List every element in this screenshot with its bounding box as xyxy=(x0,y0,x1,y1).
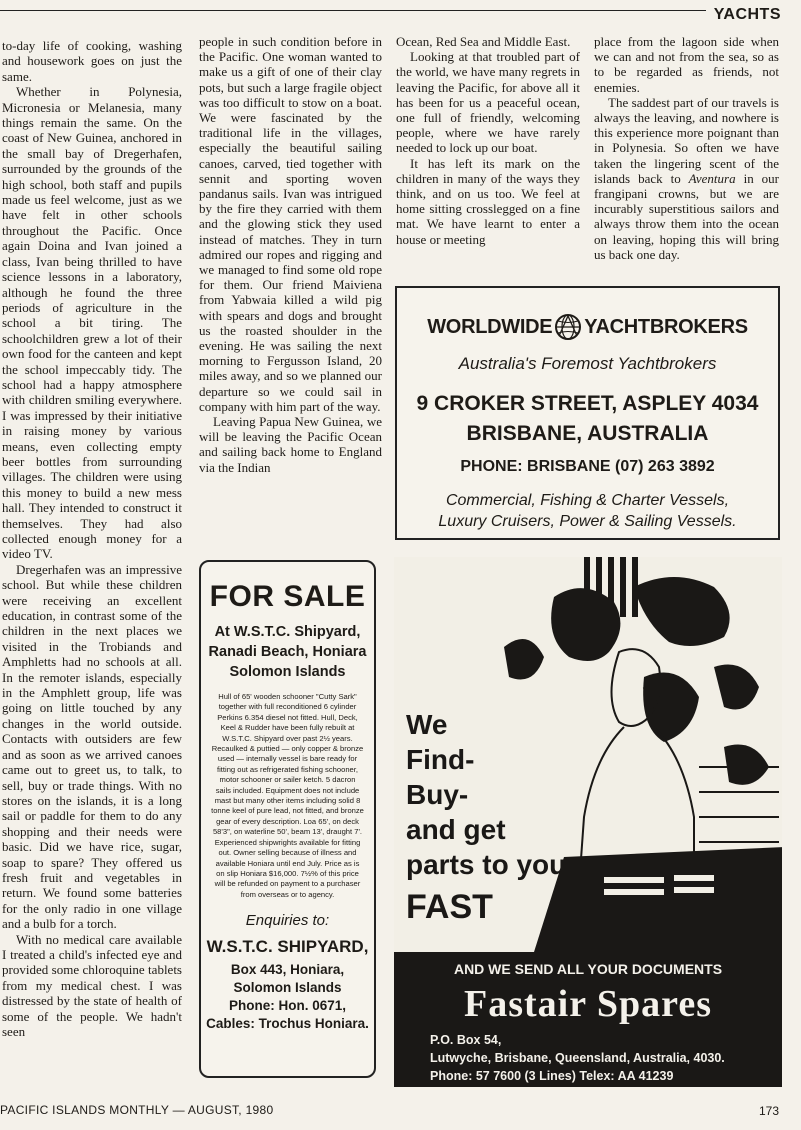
worldwide-yachtbrokers-ad xyxy=(395,286,780,540)
fastair-contact-line: P.O. Box 54, xyxy=(430,1033,502,1047)
article-paragraph: people in such condition before in the Pacific. One woman wanted to make us a gift of one of their clay pots, but such a large fragile object was too difficult to stow on a boat. We were fascinated by the traditional life in the villages, especially the beautiful sailing canoes, carved, tied together with sennit and sporting woven pandanus sails. Ivan was intrigued by the fire they carried with them and the glowing stick they used instead of matches. They in turn admired our ropes and rigging and we managed to find some old rope for them. Our friend Maiviena from Yabwaia killed a wild pig with spears and dogs and brought us the roasted shoulder in the evening. He was sailing the next morning to Fergusson Island, 20 miles away, and so we planned our departure so we could sail in company with him part of the way. xyxy=(199,34,382,414)
article-column-1 xyxy=(2,38,182,1039)
for-sale-contact-line: Solomon Islands xyxy=(233,980,342,996)
headline-line: Find- xyxy=(406,744,475,775)
header-rule xyxy=(0,10,706,11)
for-sale-contact-line: Box 443, Honiara, xyxy=(230,962,345,978)
for-sale-location xyxy=(201,622,374,682)
fastair-contact-line: Phone: 57 7600 (3 Lines) Telex: AA 41239 xyxy=(430,1069,674,1083)
fastair-contact xyxy=(430,1031,725,1085)
headline-line: parts to you xyxy=(406,849,567,880)
for-sale-location-line: Ranadi Beach, Honiara xyxy=(208,644,367,660)
for-sale-contact-line: Cables: Trochus Honiara. xyxy=(206,1016,369,1032)
for-sale-ad xyxy=(199,560,376,1078)
for-sale-location-line: Solomon Islands xyxy=(229,664,346,680)
fastair-contact-line: Lutwyche, Brisbane, Queensland, Australia, 4030. xyxy=(430,1051,725,1065)
article-column-3 xyxy=(396,34,580,247)
section-heading: YACHTS xyxy=(713,6,781,23)
article-paragraph: to-day life of cooking, washing and housework goes on just the same. xyxy=(2,38,182,84)
paragraph-text: in our frangipani crowns, but we are incurably superstitious sailors and always throw them into the ocean on leaving, hoping this will bring us back one day. xyxy=(594,170,779,262)
for-sale-location-line: At W.S.T.C. Shipyard, xyxy=(214,624,361,640)
article-column-2 xyxy=(199,34,382,475)
article-paragraph: Ocean, Red Sea and Middle East. xyxy=(396,34,571,49)
headline-line: FAST xyxy=(406,888,493,926)
for-sale-title: FOR SALE xyxy=(209,580,366,613)
headline-line: Buy- xyxy=(406,779,469,810)
article-paragraph: It has left its mark on the children in many of the ways they think, and on us too. We feel at home sitting crosslegged on a fine mat. We have learnt to enter a house or meeting xyxy=(396,155,580,247)
globe-icon xyxy=(553,312,583,342)
ad-services xyxy=(397,490,778,532)
article-column-4 xyxy=(594,34,779,262)
ad-tagline: Australia's Foremost Yachtbrokers xyxy=(458,354,717,373)
article-paragraph xyxy=(594,95,779,262)
headline-line: and get xyxy=(406,814,506,845)
ad-city: BRISBANE, AUSTRALIA xyxy=(466,422,709,445)
fastair-documents-line: AND WE SEND ALL YOUR DOCUMENTS xyxy=(453,961,723,977)
article-paragraph: place from the lagoon side when we can and not from the sea, so as to be regarded as friends, not enemies. xyxy=(594,34,779,95)
logo-text-left: WORLDWIDE xyxy=(427,315,553,338)
ad-services-line: Commercial, Fishing & Charter Vessels, xyxy=(445,492,730,509)
page-number: 173 xyxy=(758,1104,779,1118)
article-paragraph: With no medical care available I treated a child's infected eye and provided some chloroquine tablets from my medical chest. I was distressed by the state of health of some of the people. We hadn't seen xyxy=(2,931,182,1039)
article-paragraph: Looking at that troubled part of the world, we have many regrets in leaving the Pacific, for above all it has been for us a peaceful ocean, one full of friendly, welcoming people, where we have rarely needed to lock up our boat. xyxy=(396,49,580,156)
article-paragraph: Whether in Polynesia, Micronesia or Melanesia, many things remain the same. On the coast of New Guinea, anchored in the small bay of Dregerhafen, surrounded by the grounds of the high school, both staff and pupils made us feel welcome, just as we have felt in other schools throughout the Pacific. Once again Doina and Ivan joined a class, Ivan being thrilled to have science lessons in a laboratory, although he found the three periods of agriculture in the school a bit tiring. The schoolchildren grew a lot of their own food for the canteen and kept the school impeccably tidy. The school had a happy atmosphere with children smiling everywhere. I was impressed by their initiative in raising money by various means, even collecting empty beer bottles from surrounding villages. The children were using this money to build a new mess hall. They intended to construct it themselves. They had also collected enough money for a video TV. xyxy=(2,84,182,562)
article-paragraph: Dregerhafen was an impressive school. But while these children were receiving an excellent education, in contrast some of the children in the next places we visited in the Trobiands and Amphletts had no schools at all. In the remoter islands, especially in the Amphlett group, life was going on little touched by any changes in the world outside. Contacts with outsiders are few and as soon as we arrived canoes came out to greet us, to talk, to sell, buy or trade things. With no stores on the islands, it is a long sail or paddle for them to do any shopping and their needs were basic. Did we have rice, sugar, soap to spare? They offered us fresh fruit and vegetables in return. We found some batteries for the only radio in one village and a bulb for a torch. xyxy=(2,561,182,932)
for-sale-description: Hull of 65' wooden schooner "Cutty Sark" together with full reconditioned 6 cylinder Perkins 6.354 diesel not fitted. Hull, Deck, Keel & Rudder have been fully rebuilt at W.S.T.C. Shipyard over past 2½ years. Recaulked & puttied — only copper & bronze used — internally vessel is bare ready for fitting out as refrigerated fishing schooner, motor schooner or sailer ketch. 5 dacron sails included. Equipment does not include mast but many other items including solid 8 tonne keel of pure lead, not fitted, and bronze gear of every description. Loa 65', on deck 58'3", on waterline 50', beam 13', draught 7'. Experienced shipwrights available for fitting out. Owner selling because of illness and available Honiara until end July. Price as is on slip Honiara $16,000. 7½% of this price will be refunded on payment to a purchaser from overseas or to agency. xyxy=(211,692,364,899)
logo-text-right: YACHTBROKERS xyxy=(584,315,748,338)
ad-phone: PHONE: BRISBANE (07) 263 3892 xyxy=(460,458,715,475)
for-sale-contact-line: Phone: Hon. 0671, xyxy=(228,998,347,1014)
for-sale-enquiries: Enquiries to: xyxy=(245,912,330,930)
ad-logo xyxy=(397,312,778,342)
article-paragraph: Leaving Papua New Guinea, we will be leaving the Pacific Ocean and sailing back home to England via the Indian xyxy=(199,414,382,475)
boat-name: Aventura xyxy=(688,170,736,186)
ad-services-line: Luxury Cruisers, Power & Sailing Vessels. xyxy=(438,513,737,530)
ad-address: 9 CROKER STREET, ASPLEY 4034 xyxy=(416,392,759,415)
paragraph-text: The saddest part of our travels is always the leaving, and nowhere is this experience more poignant than in Polynesia. So often we have taken the lingering scent of the islands back to xyxy=(594,94,779,186)
for-sale-company: W.S.T.C. SHIPYARD, xyxy=(206,937,369,957)
for-sale-contact xyxy=(201,961,374,1033)
footer-publication: PACIFIC ISLANDS MONTHLY — AUGUST, 1980 xyxy=(0,1103,274,1117)
fastair-headline xyxy=(406,707,566,925)
headline-line: We xyxy=(406,709,448,740)
fastair-spares-ad xyxy=(394,557,782,1087)
fastair-brand: Fastair Spares xyxy=(464,983,712,1025)
